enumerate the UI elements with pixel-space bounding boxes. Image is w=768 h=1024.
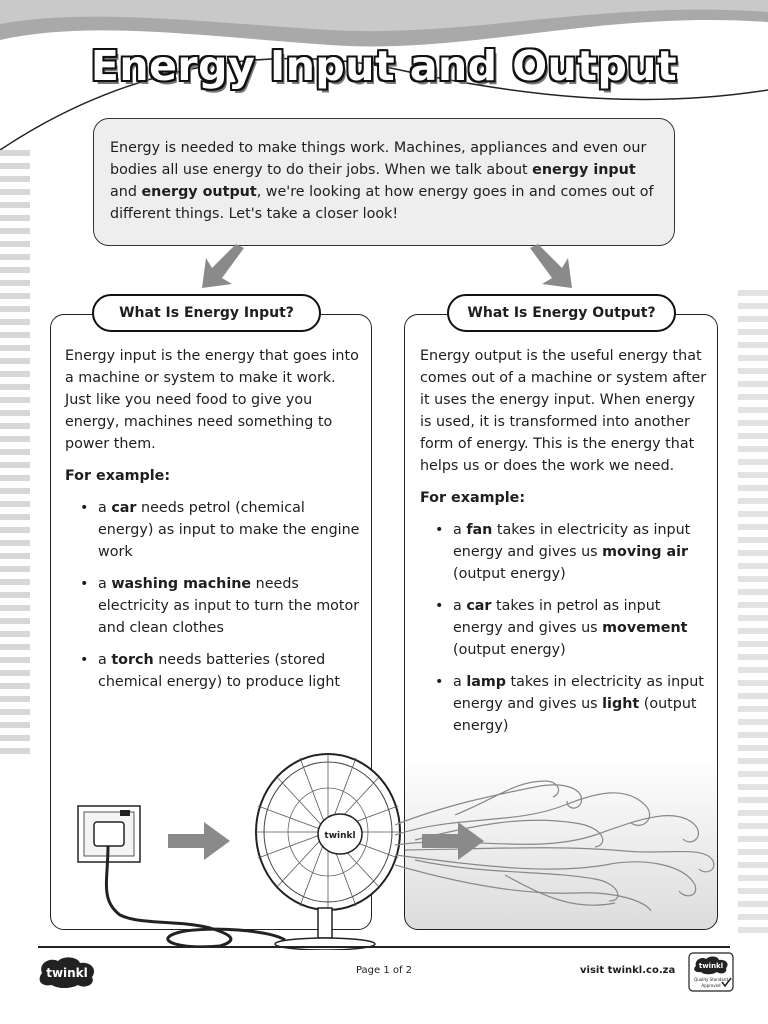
intro-text: and bbox=[110, 184, 142, 200]
badge-line-2: Approved bbox=[701, 983, 721, 988]
intro-text: Energy is needed to make things work. Machines, appliances and even our bodies all use energy to do their jobs. When we talk about bbox=[110, 140, 647, 178]
list-item: • a torch needs batteries (stored chemical energy) to produce light bbox=[65, 649, 361, 693]
list-item: • a car needs petrol (chemical energy) as input to make the engine work bbox=[65, 497, 361, 563]
arrow-right-icon bbox=[422, 820, 484, 862]
intro-bold-output: energy output bbox=[141, 184, 257, 200]
intro-bold-input: energy input bbox=[532, 162, 636, 178]
badge-brand: twinkl bbox=[698, 962, 724, 970]
page-title: Energy Input and Output bbox=[90, 42, 678, 90]
list-item: • a washing machine needs electricity as input to turn the motor and clean clothes bbox=[65, 573, 361, 639]
quality-standard-badge bbox=[688, 952, 734, 992]
bullet-icon: • bbox=[435, 598, 444, 614]
input-example-list bbox=[65, 497, 361, 693]
output-content bbox=[420, 345, 708, 747]
bullet-icon: • bbox=[80, 652, 89, 668]
bullet-icon: • bbox=[80, 576, 89, 592]
bullet-icon: • bbox=[80, 500, 89, 516]
footer-divider bbox=[38, 946, 730, 948]
bullet-icon: • bbox=[435, 522, 444, 538]
input-example-label: For example: bbox=[65, 468, 171, 484]
electric-fan-illustration bbox=[240, 750, 410, 950]
page-number: Page 1 of 2 bbox=[355, 965, 413, 976]
bullet-icon: • bbox=[435, 674, 444, 690]
output-example-label: For example: bbox=[420, 490, 526, 506]
fan-brand-label: twinkl bbox=[324, 831, 356, 841]
decorative-stripes-left bbox=[0, 150, 30, 760]
arrow-right-icon bbox=[168, 820, 230, 862]
list-item: • a fan takes in electricity as input energy and gives us moving air (output energy) bbox=[420, 519, 708, 585]
output-description: Energy output is the useful energy that comes out of a machine or system after it uses the energy input. When energy is used, it is transformed into another form of energy. This is the energy that helps us or does the work we need. bbox=[420, 348, 707, 474]
energy-input-heading: What Is Energy Input? bbox=[92, 294, 321, 332]
list-item: • a lamp takes in electricity as input energy and gives us light (output energy) bbox=[420, 671, 708, 737]
intro-box bbox=[93, 118, 675, 246]
badge-line-1: Quality Standard bbox=[694, 977, 728, 982]
energy-output-heading: What Is Energy Output? bbox=[447, 294, 676, 332]
input-content bbox=[65, 345, 361, 703]
website-link[interactable]: visit twinkl.co.za bbox=[580, 965, 676, 976]
arrow-down-right-icon bbox=[526, 244, 576, 290]
list-item: • a car takes in petrol as input energy and gives us movement (output energy) bbox=[420, 595, 708, 661]
decorative-stripes-right bbox=[738, 290, 768, 940]
output-example-list bbox=[420, 519, 708, 737]
input-description: Energy input is the energy that goes into a machine or system to make it work. Just like you need food to give you energy, machines need something to power them. bbox=[65, 348, 359, 452]
logo-text: twinkl bbox=[46, 966, 88, 980]
intro-text: , we're looking at how energy goes in and comes out of different things. Let's take a closer look! bbox=[110, 184, 654, 222]
arrow-down-left-icon bbox=[198, 244, 248, 290]
